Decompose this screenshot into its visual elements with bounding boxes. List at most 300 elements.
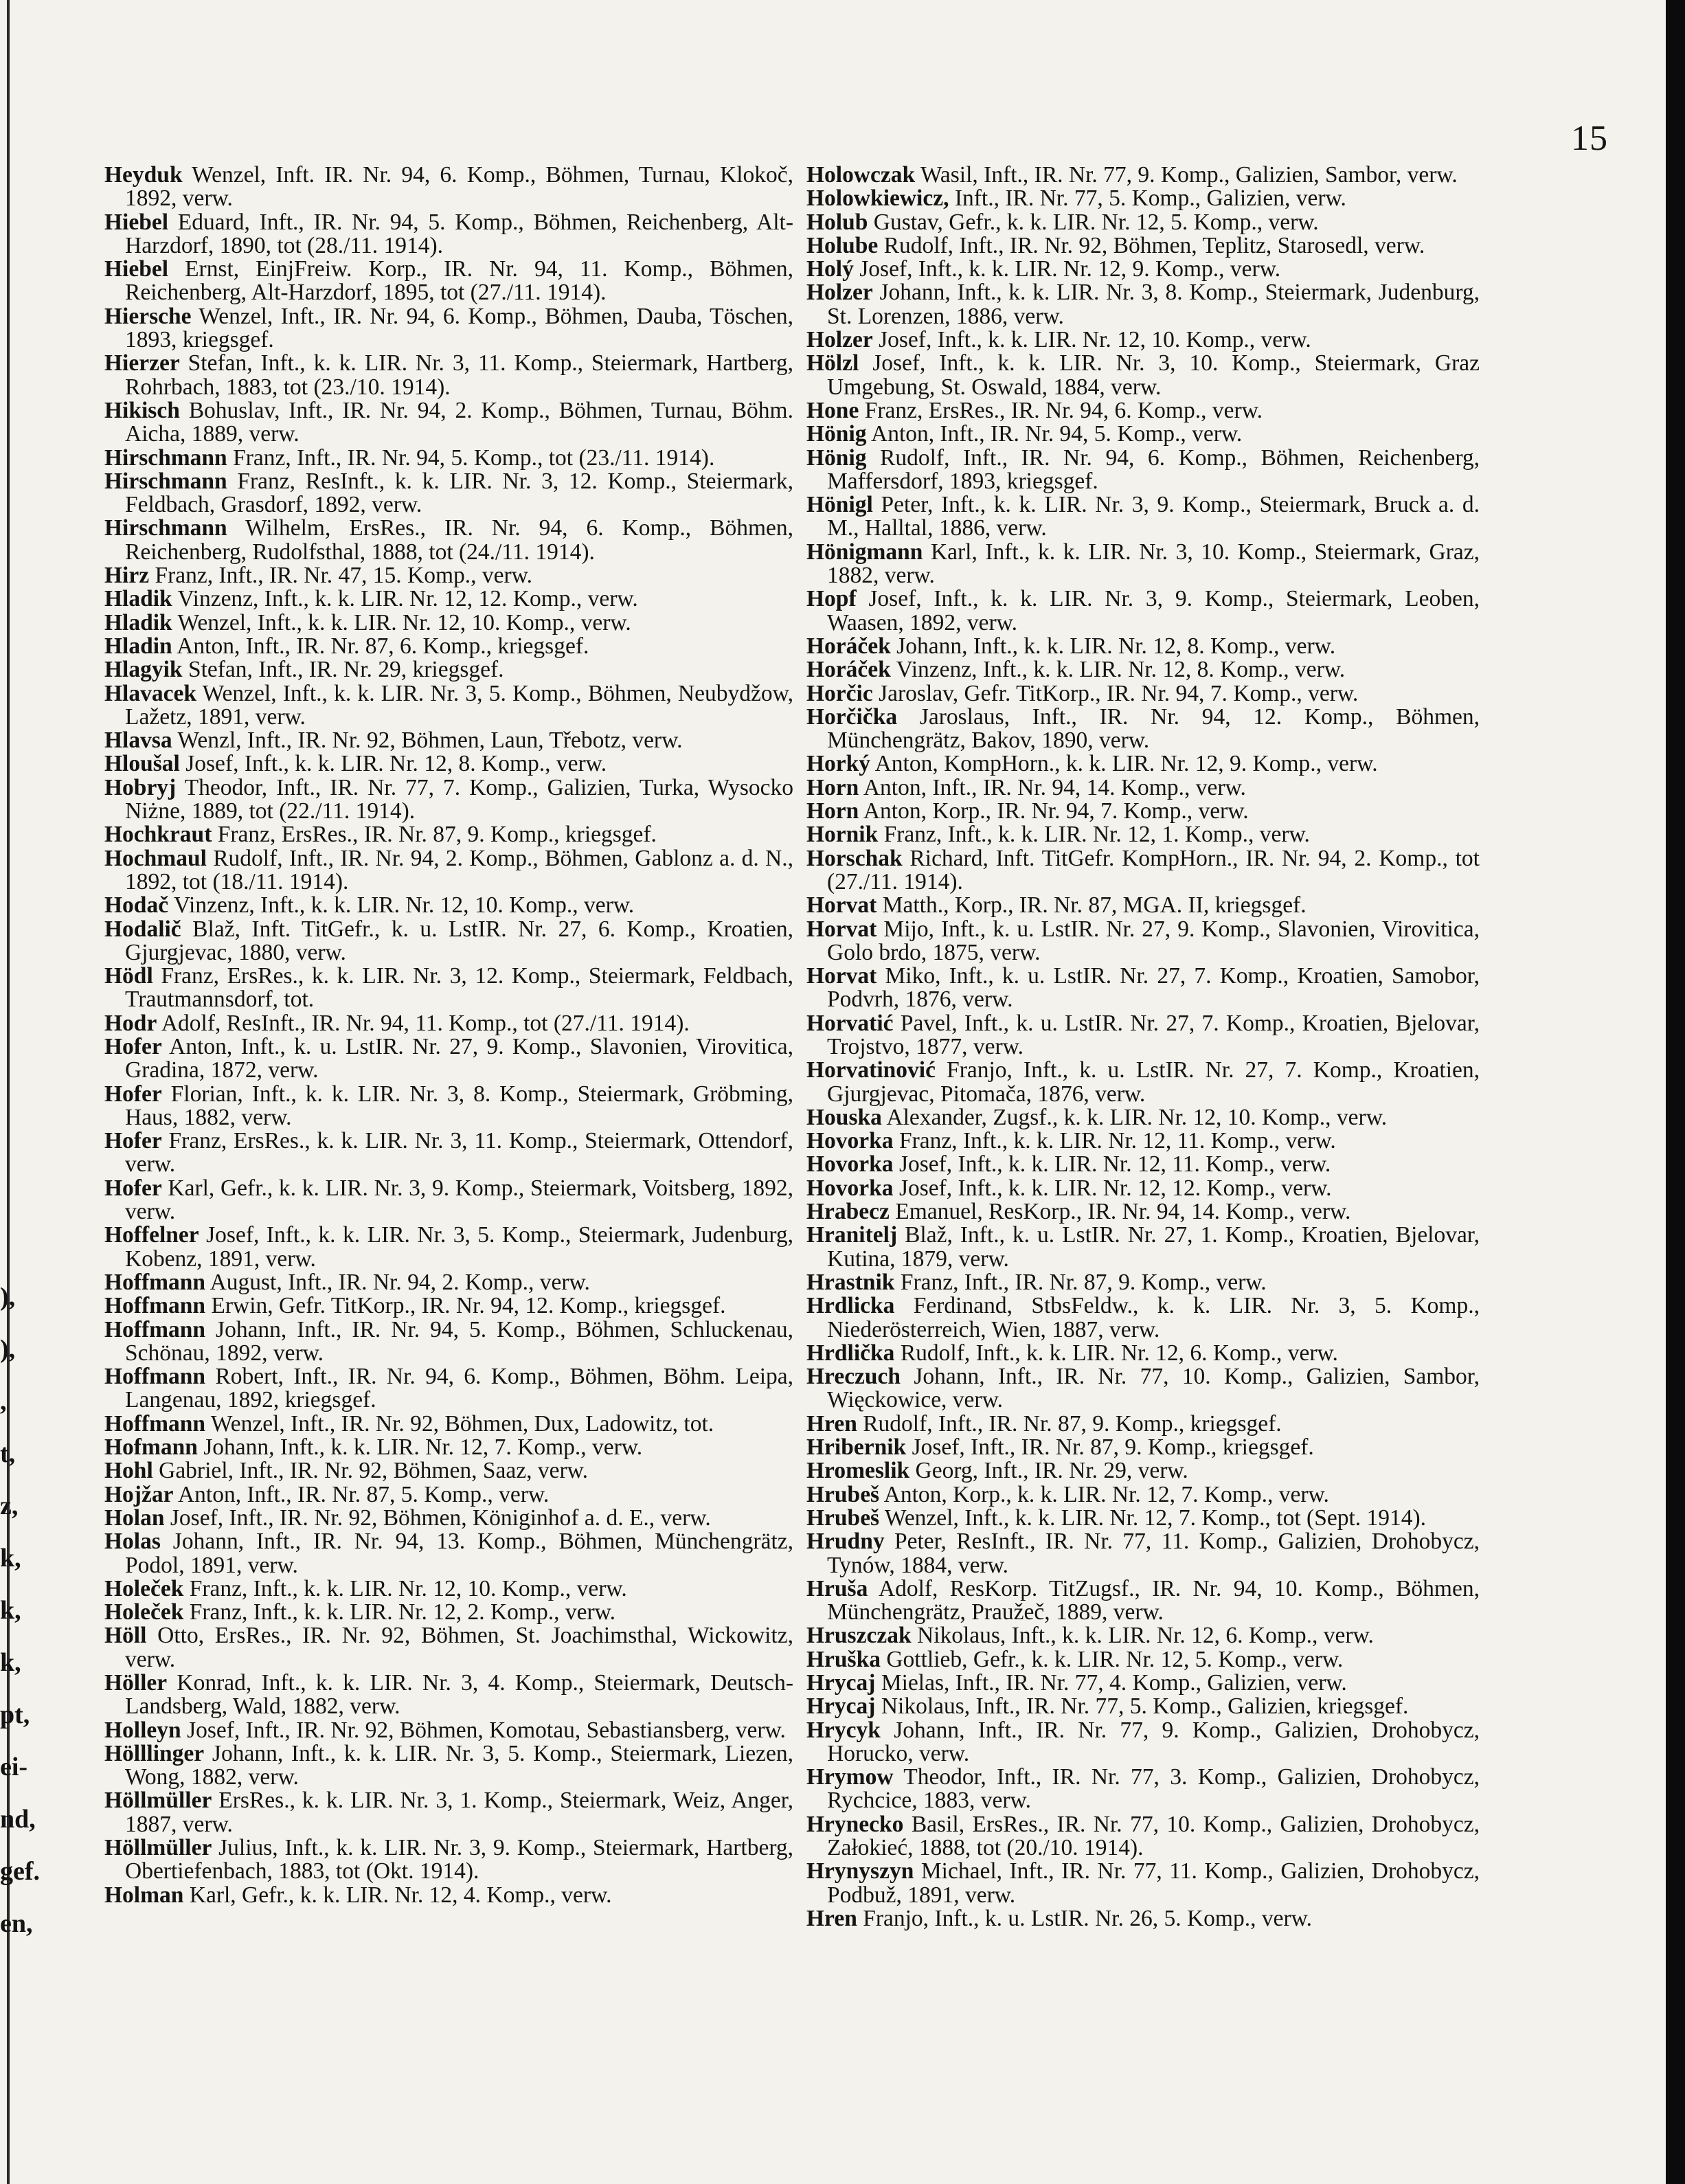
entry-details: Franz, Inft., k. k. LIR. Nr. 12, 11. Komp., verw.	[893, 1128, 1336, 1154]
entry-details: Wenzel, Inft., IR. Nr. 92, Böhmen, Dux, Ladowitz, tot.	[205, 1410, 714, 1437]
list-item	[104, 1577, 793, 1601]
entry-surname: Höllmüller	[104, 1835, 212, 1861]
entry-details: Ferdinand, StbsFeldw., k. k. LIR. Nr. 3, 5. Komp., Niederösterreich, Wien, 1887, verw.	[827, 1293, 1480, 1342]
entry-surname: Hönigmann	[806, 539, 923, 565]
entry-details: Anton, Korp., IR. Nr. 94, 7. Komp., verw.	[859, 798, 1249, 824]
list-item	[806, 823, 1480, 846]
entry-surname: Hladin	[104, 633, 172, 659]
entry-surname: Horáček	[806, 633, 891, 659]
entry-surname: Hren	[806, 1905, 857, 1931]
entry-surname: Hochkraut	[104, 822, 212, 848]
entry-details: Wenzel, Inft., IR. Nr. 94, 6. Komp., Böhmen, Dauba, Töschen, 1893, kriegsgef.	[125, 303, 793, 353]
entry-surname: Hochmaul	[104, 845, 207, 871]
entry-surname: Horký	[806, 751, 871, 777]
entry-details: Konrad, Inft., k. k. LIR. Nr. 3, 4. Komp., Steiermark, Deutsch-Landsberg, Wald, 1882, verw.	[125, 1670, 793, 1720]
entry-details: Karl, Gefr., k. k. LIR. Nr. 3, 9. Komp., Steiermark, Voitsberg, 1892, verw.	[125, 1175, 793, 1225]
list-item	[806, 187, 1480, 210]
entry-surname: Höll	[104, 1623, 147, 1649]
list-item	[806, 423, 1480, 446]
entry-surname: Horvat	[806, 916, 877, 942]
entry-surname: Hribernik	[806, 1434, 907, 1461]
right-column	[806, 164, 1480, 1930]
entry-surname: Holube	[806, 232, 879, 258]
entry-surname: Horvat	[806, 892, 877, 919]
entry-details: Franz, ResInft., k. k. LIR. Nr. 3, 12. Komp., Steiermark, Feldbach, Grasdorf, 1892, verw.	[125, 468, 793, 518]
list-item	[104, 752, 793, 776]
list-item	[806, 1507, 1480, 1530]
list-item	[806, 1106, 1480, 1129]
entry-surname: Hohl	[104, 1458, 153, 1484]
entry-details: Emanuel, ResKorp., IR. Nr. 94, 14. Komp., verw.	[889, 1199, 1351, 1225]
list-item	[806, 1436, 1480, 1459]
entry-surname: Hoffmann	[104, 1269, 206, 1295]
entry-details: Karl, Gefr., k. k. LIR. Nr. 12, 4. Komp., verw.	[183, 1882, 612, 1908]
list-item	[104, 444, 793, 471]
edge-fragment: ,	[0, 1387, 7, 1416]
entry-surname: Hojžar	[104, 1481, 174, 1507]
entry-surname: Horáček	[806, 657, 891, 683]
entry-details: Julius, Inft., k. k. LIR. Nr. 3, 9. Komp., Steiermark, Hartberg, Obertiefenbach, 1883, tot (Okt. 1914).	[125, 1835, 793, 1884]
entry-details: Franz, ErsRes., k. k. LIR. Nr. 3, 11. Komp., Steiermark, Ottendorf, verw.	[125, 1128, 793, 1178]
list-item	[806, 1671, 1480, 1695]
entry-surname: Hofer	[104, 1033, 162, 1059]
entry-details: Franz, Inft., k. k. LIR. Nr. 12, 2. Komp., verw.	[183, 1599, 616, 1625]
entry-surname: Hornik	[806, 822, 879, 848]
list-item	[806, 894, 1480, 917]
list-item	[806, 918, 1480, 965]
entry-details: Otto, ErsRes., IR. Nr. 92, Böhmen, St. Joachimsthal, Wickowitz, verw.	[125, 1623, 793, 1672]
entry-surname: Horvatić	[806, 1010, 894, 1036]
entry-surname: Hirz	[104, 563, 150, 589]
entry-details: Wenzel, Inft., k. k. LIR. Nr. 12, 10. Komp., verw.	[172, 609, 631, 635]
list-item	[806, 328, 1480, 352]
list-item	[806, 352, 1480, 399]
list-item	[104, 399, 793, 447]
entry-surname: Hoffelner	[104, 1222, 199, 1248]
list-item	[806, 258, 1480, 281]
entry-surname: Höller	[104, 1670, 168, 1696]
entry-details: Rudolf, Inft., IR. Nr. 92, Böhmen, Teplitz, Starosedl, verw.	[878, 232, 1425, 258]
entry-details: Josef, Inft., k. k. LIR. Nr. 3, 10. Komp., Steiermark, Graz Umgebung, St. Oswald, 1884, verw.	[827, 350, 1480, 400]
list-item	[104, 211, 793, 258]
entry-surname: Höllmüller	[104, 1788, 212, 1814]
entry-surname: Hikisch	[104, 397, 180, 423]
list-item	[104, 1318, 793, 1366]
list-item	[104, 635, 793, 658]
entry-surname: Hruszczak	[806, 1623, 912, 1649]
entry-details: Stefan, Inft., k. k. LIR. Nr. 3, 11. Komp., Steiermark, Hartberg, Rohrbach, 1883, tot (23./10. 1914).	[125, 350, 793, 400]
entry-surname: Holzer	[806, 280, 873, 306]
list-item	[104, 1177, 793, 1224]
list-item	[806, 682, 1480, 706]
list-item	[104, 847, 793, 894]
entry-details: Wenzel, Inft., k. k. LIR. Nr. 12, 7. Komp., tot (Sept. 1914).	[879, 1505, 1427, 1531]
entry-surname: Hofer	[104, 1128, 162, 1154]
entry-surname: Hoffmann	[104, 1316, 206, 1342]
entry-surname: Hofer	[104, 1175, 162, 1201]
entry-details: Anton, Korp., k. k. LIR. Nr. 12, 7. Komp., verw.	[879, 1481, 1329, 1507]
entry-details: Anton, Inft., IR. Nr. 94, 14. Komp., verw.	[859, 774, 1246, 800]
edge-fragment: en,	[0, 1909, 33, 1938]
entry-surname: Horschak	[806, 845, 903, 871]
entry-surname: Holeček	[104, 1575, 184, 1601]
entry-details: Franz, ErsRes., IR. Nr. 87, 9. Komp., kriegsgef.	[212, 822, 657, 848]
entry-surname: Horčic	[806, 680, 873, 706]
list-item	[806, 1271, 1480, 1294]
entry-surname: Hromeslik	[806, 1458, 910, 1484]
entry-surname: Horn	[806, 798, 859, 824]
entry-details: Karl, Inft., k. k. LIR. Nr. 3, 10. Komp., Steiermark, Graz, 1882, verw.	[827, 539, 1480, 589]
entry-details: Franz, ErsRes., k. k. LIR. Nr. 3, 12. Komp., Steiermark, Feldbach, Trautmannsdorf, tot.	[125, 963, 793, 1013]
entry-details: Wilhelm, ErsRes., IR. Nr. 94, 6. Komp., Böhmen, Reichenberg, Rudolfsthal, 1888, tot (24./11. 1914).	[125, 515, 793, 565]
entry-surname: Hruška	[806, 1646, 881, 1672]
list-item	[806, 1129, 1480, 1153]
edge-fragment: pt,	[0, 1700, 30, 1729]
list-item	[104, 611, 793, 635]
list-item	[104, 1742, 793, 1790]
entry-details: Vinzenz, Inft., k. k. LIR. Nr. 12, 10. Komp., verw.	[168, 892, 635, 919]
entry-surname: Hrubeš	[806, 1505, 880, 1531]
entry-surname: Hrycaj	[806, 1670, 876, 1696]
entry-details: Wenzel, Inft., k. k. LIR. Nr. 3, 5. Komp., Böhmen, Neubydžow, Lažetz, 1891, verw.	[125, 680, 793, 730]
entry-details: Franz, Inft., IR. Nr. 94, 5. Komp., tot (23./11. 1914).	[227, 444, 715, 471]
entry-details: Theodor, Inft., IR. Nr. 77, 3. Komp., Galizien, Drohobycz, Rychcice, 1883, verw.	[827, 1764, 1480, 1814]
entry-details: Anton, Inft., IR. Nr. 87, 6. Komp., kriegsgef.	[172, 633, 589, 659]
entry-surname: Hierzer	[104, 350, 180, 376]
entry-surname: Hoffmann	[104, 1410, 206, 1437]
list-item	[104, 1789, 793, 1836]
entry-details: Inft., IR. Nr. 77, 5. Komp., Galizien, verw.	[949, 185, 1346, 212]
entry-surname: Holowczak	[806, 162, 916, 188]
entry-surname: Hodr	[104, 1010, 157, 1036]
list-item	[104, 1365, 793, 1412]
entry-details: Rudolf, Inft., IR. Nr. 94, 6. Komp., Böhmen, Reichenberg, Maffersdorf, 1893, kriegsgef.	[827, 444, 1480, 494]
entry-surname: Hirschmann	[104, 468, 227, 494]
entry-details: Nikolaus, Inft., k. k. LIR. Nr. 12, 6. Komp., verw.	[911, 1623, 1374, 1649]
list-item	[806, 1200, 1480, 1224]
entry-surname: Hölzl	[806, 350, 859, 376]
entry-surname: Hoffmann	[104, 1364, 206, 1390]
list-item	[806, 658, 1480, 682]
entry-details: Johann, Inft., k. k. LIR. Nr. 3, 5. Komp., Steiermark, Liezen, Wong, 1882, verw.	[125, 1740, 793, 1790]
entry-details: Josef, Inft., k. k. LIR. Nr. 3, 9. Komp., Steiermark, Leoben, Waasen, 1892, verw.	[827, 586, 1480, 635]
entry-surname: Hölllinger	[104, 1740, 205, 1766]
entry-details: Franz, Inft., IR. Nr. 47, 15. Komp., verw.	[149, 563, 533, 589]
entry-surname: Holzer	[806, 327, 873, 353]
entry-details: Florian, Inft., k. k. LIR. Nr. 3, 8. Komp., Steiermark, Gröbming, Haus, 1882, verw.	[125, 1081, 793, 1130]
entry-details: Erwin, Gefr. TitKorp., IR. Nr. 94, 12. Komp., kriegsgef.	[205, 1293, 726, 1319]
list-item	[104, 1271, 793, 1294]
edge-fragment: nd,	[0, 1805, 36, 1834]
entry-details: Blaž, Inft. TitGefr., k. u. LstIR. Nr. 27, 6. Komp., Kroatien, Gjurgjevac, 1880, verw.	[125, 916, 793, 965]
entry-surname: Hladik	[104, 609, 172, 635]
entry-surname: Hofmann	[104, 1434, 198, 1461]
entry-details: Anton, KompHorn., k. k. LIR. Nr. 12, 9. Komp., verw.	[870, 751, 1378, 777]
list-item	[104, 1224, 793, 1271]
list-item	[806, 1012, 1480, 1059]
entry-surname: Hrastnik	[806, 1269, 895, 1295]
list-item	[806, 541, 1480, 588]
edge-fragment: t,	[0, 1439, 16, 1468]
edge-fragment: ei-	[0, 1753, 28, 1781]
entry-details: Wenzel, Inft. IR. Nr. 94, 6. Komp., Böhmen, Turnau, Klokoč, 1892, verw.	[125, 162, 793, 212]
list-item	[806, 1153, 1480, 1176]
list-item	[806, 1177, 1480, 1200]
entry-surname: Hrabecz	[806, 1199, 890, 1225]
list-item	[806, 752, 1480, 776]
entry-surname: Holleyn	[104, 1717, 181, 1743]
entry-details: Adolf, ResKorp. TitZugsf., IR. Nr. 94, 10. Komp., Böhmen, Münchengrätz, Praužeč, 1889, verw.	[827, 1575, 1480, 1625]
list-item	[806, 703, 1480, 754]
list-item	[104, 1483, 793, 1507]
list-item	[806, 1813, 1480, 1860]
entry-details: Robert, Inft., IR. Nr. 94, 6. Komp., Böhmen, Böhm. Leipa, Langenau, 1892, kriegsgef.	[125, 1364, 793, 1413]
edge-fragment: ),	[0, 1335, 16, 1364]
entry-surname: Hlavacek	[104, 680, 196, 706]
entry-details: Stefan, Inft., IR. Nr. 29, kriegsgef.	[182, 657, 504, 683]
edge-fragment: gef.	[0, 1857, 41, 1886]
entry-details: Adolf, ResInft., IR. Nr. 94, 11. Komp., tot (27./11. 1914).	[157, 1010, 690, 1036]
list-item	[104, 1601, 793, 1624]
entry-surname: Holý	[806, 256, 854, 282]
list-item	[104, 1083, 793, 1130]
list-item	[806, 1648, 1480, 1671]
entry-surname: Hrudny	[806, 1529, 885, 1555]
entry-details: Richard, Inft. TitGefr. KompHorn., IR. Nr. 94, 2. Komp., tot (27./11. 1914).	[827, 845, 1480, 894]
list-item	[806, 587, 1480, 635]
list-item	[806, 1365, 1480, 1412]
list-item	[806, 444, 1480, 494]
list-item	[104, 823, 793, 846]
entry-surname: Hönig	[806, 444, 867, 471]
entry-details: Josef, Inft., k. k. LIR. Nr. 12, 8. Komp., verw.	[179, 751, 607, 777]
entry-details: Rudolf, Inft., IR. Nr. 87, 9. Komp., kriegsgef.	[857, 1410, 1282, 1437]
entry-details: Mijo, Inft., k. u. LstIR. Nr. 27, 9. Komp., Slavonien, Virovitica, Golo brdo, 1875, verw.	[827, 916, 1480, 965]
entry-surname: Hiebel	[104, 256, 169, 282]
entry-surname: Hone	[806, 397, 859, 423]
entry-details: Josef, Inft., k. k. LIR. Nr. 12, 11. Komp., verw.	[893, 1151, 1331, 1178]
entry-details: Johann, Inft., k. k. LIR. Nr. 12, 8. Komp., verw.	[890, 633, 1336, 659]
list-item	[104, 352, 793, 399]
entry-surname: Hirschmann	[104, 515, 227, 541]
entry-details: Franz, ErsRes., IR. Nr. 94, 6. Komp., verw.	[859, 397, 1263, 423]
entry-details: Johann, Inft., k. k. LIR. Nr. 12, 7. Komp., verw.	[197, 1434, 643, 1461]
list-item	[104, 1671, 793, 1719]
list-item	[806, 1695, 1480, 1718]
entry-details: Josef, Inft., IR. Nr. 87, 9. Komp., kriegsgef.	[906, 1434, 1314, 1461]
entry-surname: Hruša	[806, 1575, 868, 1601]
edge-fragment: k,	[0, 1648, 21, 1677]
list-item	[104, 1530, 793, 1577]
entry-surname: Hloušal	[104, 751, 180, 777]
edge-fragment: k,	[0, 1596, 21, 1625]
entry-surname: Hovorka	[806, 1128, 894, 1154]
entry-surname: Hiebel	[104, 209, 169, 235]
entry-surname: Holub	[806, 209, 868, 235]
entry-surname: Hren	[806, 1410, 857, 1437]
entry-surname: Hönigl	[806, 492, 873, 518]
entry-surname: Hrymow	[806, 1764, 894, 1790]
entry-details: Franjo, Inft., k. u. LstIR. Nr. 27, 7. Komp., Kroatien, Gjurgjevac, Pitomača, 1876, verw.	[827, 1057, 1480, 1107]
entry-details: Jaroslav, Gefr. TitKorp., IR. Nr. 94, 7. Komp., verw.	[872, 680, 1359, 706]
entry-details: Nikolaus, Inft., IR. Nr. 77, 5. Komp., Galizien, kriegsgef.	[875, 1693, 1409, 1720]
list-item	[104, 564, 793, 587]
entry-details: Peter, Inft., k. k. LIR. Nr. 3, 9. Komp., Steiermark, Bruck a. d. M., Halltal, 1886, verw.	[827, 492, 1480, 541]
entry-details: Vinzenz, Inft., k. k. LIR. Nr. 12, 12. Komp., verw.	[172, 586, 638, 612]
list-item	[104, 658, 793, 682]
entry-details: Alexander, Zugsf., k. k. LIR. Nr. 12, 10. Komp., verw.	[881, 1104, 1388, 1130]
entry-surname: Hrycaj	[806, 1693, 876, 1720]
entry-details: Georg, Inft., IR. Nr. 29, verw.	[909, 1458, 1188, 1484]
edge-fragment: k,	[0, 1544, 21, 1573]
entry-surname: Hrdlicka	[806, 1293, 895, 1319]
list-item	[806, 1412, 1480, 1436]
entry-details: Franjo, Inft., k. u. LstIR. Nr. 26, 5. Komp., verw.	[857, 1905, 1313, 1931]
entry-surname: Hrdlička	[806, 1340, 895, 1366]
entry-surname: Holman	[104, 1882, 184, 1908]
entry-surname: Hlagyik	[104, 657, 183, 683]
entry-details: Franz, Inft., k. k. LIR. Nr. 12, 1. Komp., verw.	[878, 822, 1310, 848]
list-item	[806, 281, 1480, 328]
list-item	[806, 1860, 1480, 1907]
list-item	[104, 1012, 793, 1035]
list-item	[806, 1224, 1480, 1271]
entry-surname: Hiersche	[104, 303, 192, 329]
list-item	[806, 1719, 1480, 1766]
entry-details: Josef, Inft., k. k. LIR. Nr. 3, 5. Komp., Steiermark, Judenburg, Kobenz, 1891, verw.	[125, 1222, 793, 1272]
entry-details: Josef, Inft., IR. Nr. 92, Böhmen, Königinhof a. d. E., verw.	[164, 1505, 711, 1531]
left-column	[104, 164, 793, 1907]
entry-details: Matth., Korp., IR. Nr. 87, MGA. II, kriegsgef.	[877, 892, 1307, 919]
list-item	[104, 1436, 793, 1459]
entry-details: Basil, ErsRes., IR. Nr. 77, 10. Komp., Galizien, Drohobycz, Załokieć, 1888, tot (20./10. 1914).	[827, 1811, 1480, 1861]
list-item	[806, 1294, 1480, 1342]
entry-details: Josef, Inft., IR. Nr. 92, Böhmen, Komotau, Sebastiansberg, verw.	[181, 1717, 786, 1743]
page-number: 15	[1571, 119, 1608, 158]
list-item	[104, 258, 793, 305]
list-item	[104, 894, 793, 917]
entry-surname: Hirschmann	[104, 444, 227, 471]
list-item	[806, 1483, 1480, 1507]
list-item	[806, 211, 1480, 234]
list-item	[806, 635, 1480, 658]
list-item	[806, 1459, 1480, 1483]
entry-details: Johann, Inft., k. k. LIR. Nr. 3, 8. Komp., Steiermark, Judenburg, St. Lorenzen, 1886, verw.	[827, 280, 1480, 329]
list-item	[104, 965, 793, 1012]
list-item	[806, 965, 1480, 1012]
entry-surname: Hopf	[806, 586, 857, 612]
entry-surname: Hovorka	[806, 1175, 894, 1201]
entry-details: Josef, Inft., k. k. LIR. Nr. 12, 10. Komp., verw.	[872, 327, 1311, 353]
entry-surname: Hovorka	[806, 1151, 894, 1178]
entry-details: Anton, Inft., IR. Nr. 87, 5. Komp., verw.	[173, 1481, 550, 1507]
entry-details: Pavel, Inft., k. u. LstIR. Nr. 27, 7. Komp., Kroatien, Bjelovar, Trojstvo, 1877, verw.	[827, 1010, 1480, 1059]
entry-details: Franz, Inft., k. k. LIR. Nr. 12, 10. Komp., verw.	[183, 1575, 627, 1601]
entry-surname: Hofer	[104, 1081, 162, 1107]
entry-surname: Holowkiewicz,	[806, 185, 949, 212]
entry-details: Jaroslaus, Inft., IR. Nr. 94, 12. Komp., Böhmen, Münchengrätz, Bakov, 1890, verw.	[827, 703, 1480, 754]
list-item	[104, 470, 793, 517]
entry-surname: Hönig	[806, 421, 867, 447]
entry-surname: Holas	[104, 1529, 161, 1555]
entry-details: Franz, Inft., IR. Nr. 87, 9. Komp., verw.	[894, 1269, 1267, 1295]
entry-details: Blaž, Inft., k. u. LstIR. Nr. 27, 1. Komp., Kroatien, Bjelovar, Kutina, 1879, verw.	[827, 1222, 1480, 1272]
list-item	[104, 1129, 793, 1177]
entry-surname: Hladik	[104, 586, 172, 612]
entry-details: Johann, Inft., IR. Nr. 77, 9. Komp., Galizien, Drohobycz, Horucko, verw.	[827, 1717, 1480, 1766]
list-item	[806, 1624, 1480, 1647]
entry-surname: Hobryj	[104, 774, 177, 800]
list-item	[806, 493, 1480, 541]
list-item	[104, 776, 793, 824]
entry-details: Wenzl, Inft., IR. Nr. 92, Böhmen, Laun, Třebotz, verw.	[172, 728, 683, 754]
entry-surname: Horčička	[806, 703, 898, 730]
entry-surname: Holan	[104, 1505, 165, 1531]
list-item	[806, 164, 1480, 187]
entry-details: Rudolf, Inft., IR. Nr. 94, 2. Komp., Böhmen, Gablonz a. d. N., 1892, tot (18./11. 1914).	[125, 845, 793, 894]
list-item	[806, 1766, 1480, 1813]
entry-surname: Holeček	[104, 1599, 184, 1625]
entry-details: Josef, Inft., k. k. LIR. Nr. 12, 12. Komp., verw.	[893, 1175, 1332, 1201]
list-item	[806, 800, 1480, 823]
list-item	[806, 1907, 1480, 1930]
list-item	[104, 1884, 793, 1907]
edge-fragment: ),	[0, 1283, 16, 1311]
list-item	[104, 305, 793, 352]
entry-details: Anton, Inft., k. u. LstIR. Nr. 27, 9. Komp., Slavonien, Virovitica, Gradina, 1872, verw.	[125, 1033, 793, 1083]
entry-details: Gustav, Gefr., k. k. LIR. Nr. 12, 5. Komp., verw.	[868, 209, 1319, 235]
entry-details: Miko, Inft., k. u. LstIR. Nr. 27, 7. Komp., Kroatien, Samobor, Podvrh, 1876, verw.	[827, 963, 1480, 1013]
entry-details: Eduard, Inft., IR. Nr. 94, 5. Komp., Böhmen, Reichenberg, Alt-Harzdorf, 1890, tot (28./11. 1914).	[125, 209, 793, 258]
entry-details: ErsRes., k. k. LIR. Nr. 3, 1. Komp., Steiermark, Weiz, Anger, 1887, verw.	[125, 1788, 793, 1837]
entry-details: Michael, Inft., IR. Nr. 77, 11. Komp., Galizien, Drohobycz, Podbuž, 1891, verw.	[827, 1858, 1480, 1908]
entry-surname: Hödl	[104, 963, 153, 989]
entry-surname: Houska	[806, 1104, 882, 1130]
entry-surname: Heyduk	[104, 162, 183, 188]
entry-details: Mielas, Inft., IR. Nr. 77, 4. Komp., Galizien, verw.	[875, 1670, 1347, 1696]
entry-details: Ernst, EinjFreiw. Korp., IR. Nr. 94, 11. Komp., Böhmen, Reichenberg, Alt-Harzdorf, 1895, tot (27./11. 1914).	[125, 256, 793, 306]
left-page-fragments	[0, 1271, 41, 1950]
entry-details: Rudolf, Inft., k. k. LIR. Nr. 12, 6. Komp., verw.	[894, 1340, 1338, 1366]
entry-surname: Horn	[806, 774, 859, 800]
list-item	[104, 1412, 793, 1436]
list-item	[104, 1507, 793, 1530]
list-item	[104, 1294, 793, 1318]
entry-details: Gottlieb, Gefr., k. k. LIR. Nr. 12, 5. Komp., verw.	[880, 1646, 1344, 1672]
list-item	[104, 1459, 793, 1483]
entry-details: Josef, Inft., k. k. LIR. Nr. 12, 9. Komp., verw.	[853, 256, 1281, 282]
list-item	[104, 587, 793, 611]
list-item	[104, 517, 793, 564]
entry-surname: Hrynyszyn	[806, 1858, 914, 1884]
edge-fragment: z,	[0, 1491, 19, 1520]
list-item	[104, 1836, 793, 1884]
entry-surname: Hlavsa	[104, 728, 172, 754]
entry-surname: Hodalič	[104, 916, 181, 942]
list-item	[806, 1342, 1480, 1365]
list-item	[806, 234, 1480, 258]
entry-details: Johann, Inft., IR. Nr. 94, 13. Komp., Böhmen, Münchengrätz, Podol, 1891, verw.	[125, 1529, 793, 1578]
list-item	[806, 1530, 1480, 1577]
entry-details: Johann, Inft., IR. Nr. 77, 10. Komp., Galizien, Sambor, Więckowice, verw.	[827, 1364, 1480, 1413]
entry-details: Wasil, Inft., IR. Nr. 77, 9. Komp., Galizien, Sambor, verw.	[915, 162, 1458, 188]
entry-surname: Hodač	[104, 892, 169, 919]
entry-details: August, Inft., IR. Nr. 94, 2. Komp., verw.	[205, 1269, 590, 1295]
entry-details: Bohuslav, Inft., IR. Nr. 94, 2. Komp., Böhmen, Turnau, Böhm. Aicha, 1889, verw.	[125, 397, 793, 447]
entry-details: Anton, Inft., IR. Nr. 94, 5. Komp., verw.	[866, 421, 1243, 447]
entry-surname: Hreczuch	[806, 1364, 901, 1390]
entry-details: Vinzenz, Inft., k. k. LIR. Nr. 12, 8. Komp., verw.	[890, 657, 1346, 683]
